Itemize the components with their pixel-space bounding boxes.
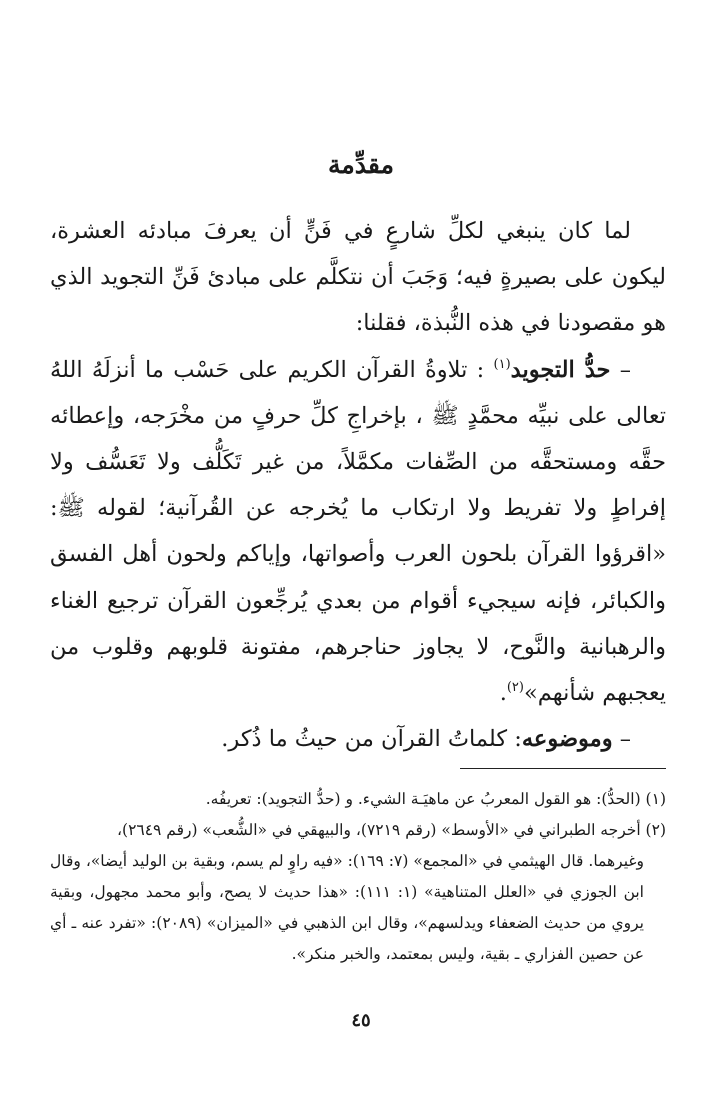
page-title: مقدِّمة	[328, 150, 394, 179]
footnotes	[50, 784, 666, 970]
footnote-2-continued: وغيرهما. قال الهيثمي في «المجمع» (٧: ١٦٩): «فيه راوٍ لم يسم، وبقية بن الوليد أيضا»، وقال ابن الجوزي في «العلل المتناهية» (١: ١١١): «هذا حديث لا يصح، وأبو محمد مجهول، وبقية يروي من حديث الضعفاء ويدلسهم»، وقال ابن الذهبي في «الميزان» (٢٠٨٩): «تفرد عنه ـ أي عن حصين الفزاري ـ بقية، وليس بمعتمد، والخبر منكر».	[50, 852, 645, 963]
definition-dash: –	[610, 356, 631, 383]
footnote-2: (٢) أخرجه الطبراني في «الأوسط» (رقم ٧٢١٩)، والبيهقي في «الشُّعب» (رقم ٢٦٤٩)،	[117, 821, 666, 839]
subject-term: وموضوعه	[521, 726, 613, 753]
body-text	[50, 208, 666, 762]
intro-paragraph: لما كان ينبغي لكلِّ شارعٍ في فَنٍّ أن يعرفَ مبادئه العشرة، ليكون على بصيرةٍ فيه؛ وَجَبَ أن نتكلَّم على مبادئ فَنِّ التجويد الذي هو مقصودنا في هذه النُّبذة، فقلنا:	[50, 218, 666, 337]
definition-colon: :	[467, 356, 494, 383]
footnote-ref-2[interactable]: (٢)	[506, 680, 524, 696]
footnote-1: (١) (الحدُّ): هو القول المعربُ عن ماهيَـة الشيء. و (حدُّ التجويد): تعريفُه.	[205, 790, 666, 808]
subject-text: : كلماتُ القرآن من حيثُ ما ذُكر.	[221, 726, 522, 753]
subject-paragraph	[50, 716, 666, 762]
definition-text: تلاوةُ القرآن الكريم على حَسْب ما أنزلَهُ اللهُ تعالى على نبيِّه محمَّدٍ ﷺ ، بإخراجِ كلِّ حرفٍ من مخْرَجه، وإعطائه حقَّه ومستحقَّه من الصِّفات مكمَّلاً، من غير تَكَلُّف ولا تَعَسُّف ولا إفراطٍ ولا تفريط ولا ارتكاب ما يُخرجه عن القُرآنية؛ لقوله ﷺ: «اقرؤوا القرآن بلحون العرب وأصواتها، وإياكم ولحون أهل الفسق والكبائر، فإنه سيجيء أقوام من بعدي يُرجِّعون القرآن ترجيع الغناء والرهبانية والنَّوح، لا يجاوز حناجرهم، مفتونة قلوبهم وقلوب من يعجبهم شأنهم»	[50, 356, 666, 707]
page-number: ٤٥	[351, 1010, 371, 1031]
definition-paragraph	[50, 347, 666, 717]
subject-dash: –	[612, 726, 631, 753]
footnote-divider	[460, 768, 666, 769]
footnote-ref-1[interactable]: (١)	[493, 356, 511, 372]
definition-end: .	[499, 680, 507, 707]
definition-term: حدُّ التجويد	[510, 356, 611, 383]
